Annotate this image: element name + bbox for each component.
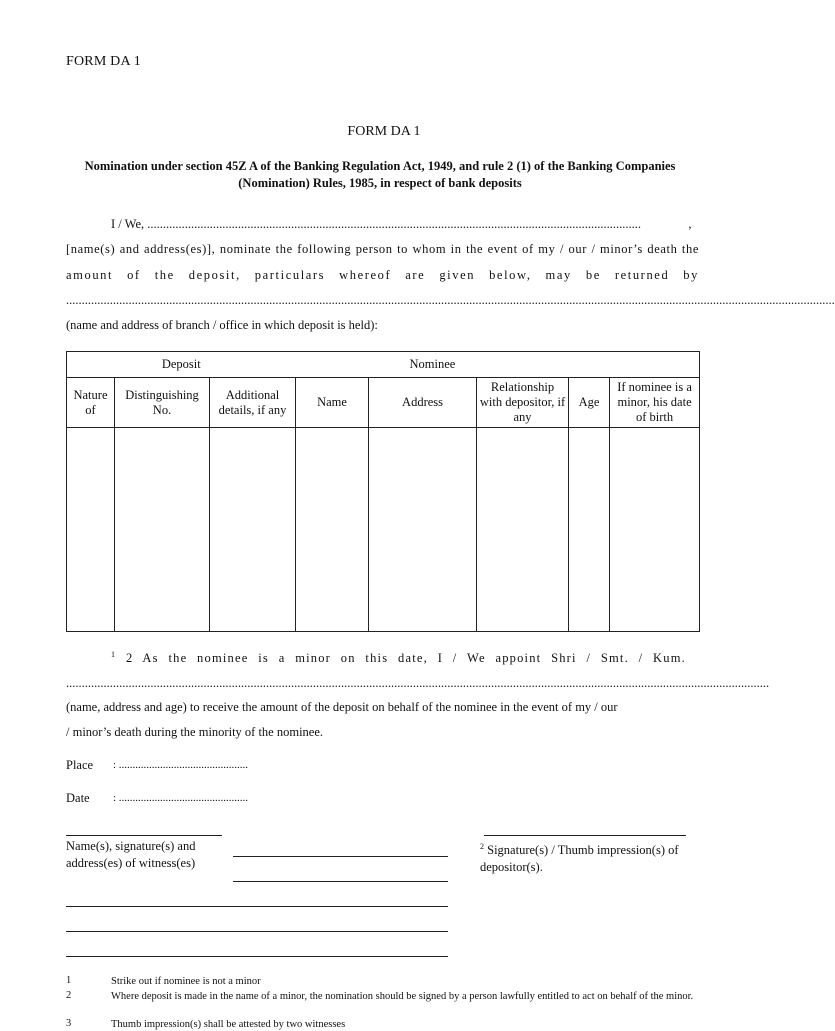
table-cell[interactable] (477, 428, 569, 632)
witness-rule (66, 835, 222, 836)
signature-footnote-ref: 2 (480, 842, 484, 851)
witness-line-2[interactable] (233, 881, 448, 882)
col-header: Relationship with depositor, if any (477, 378, 569, 428)
witness-line-4[interactable] (66, 931, 448, 932)
col-header: Address (369, 378, 477, 428)
footnote-text: Thumb impression(s) shall be attested by two witnesses (111, 1019, 346, 1030)
table-cell[interactable] (67, 428, 115, 632)
para1-line1 (111, 217, 692, 232)
footnote-text: Strike out if nominee is not a minor (111, 976, 261, 987)
col-header: If nominee is a minor, his date of birth (610, 378, 700, 428)
col-header: Nature of (67, 378, 115, 428)
para2-line1 (111, 650, 686, 666)
signature-block (480, 838, 695, 876)
para1-line1-end: , (688, 217, 692, 231)
witness-line-1[interactable] (233, 856, 448, 857)
fill-line-name[interactable]: .............................................................................................................................................................. (147, 217, 642, 231)
para1-line1-start: I / We, (111, 217, 145, 231)
group-deposit: Deposit (67, 352, 296, 378)
footnote-num: 2 (66, 990, 72, 1001)
nomination-table (66, 351, 700, 632)
signature-rule[interactable] (484, 835, 686, 836)
signature-label: Signature(s) / Thumb impression(s) of depositor(s). (480, 843, 679, 875)
footnote-num: 1 (66, 975, 72, 986)
footnote-text: Where deposit is made in the name of a minor, the nomination should be signed by a person lawfully entitled to act on behalf of the minor. (111, 991, 694, 1002)
group-nominee: Nominee (296, 352, 700, 378)
place-label: Place (66, 758, 94, 772)
para2-line4: / minor’s death during the minority of the nominee. (66, 725, 324, 739)
table-cell[interactable] (210, 428, 296, 632)
table-cell[interactable] (296, 428, 369, 632)
date-field[interactable]: : ............................................... (113, 792, 249, 804)
table-cell[interactable] (115, 428, 210, 632)
footnote-ref: 1 (111, 650, 117, 659)
header-label: FORM DA 1 (66, 54, 141, 69)
fill-line-branch[interactable]: ...................................................................................................................................................................................................................................................... (66, 293, 835, 307)
witness-line-3[interactable] (66, 906, 448, 907)
witness-line-5[interactable] (66, 956, 448, 957)
table-cell[interactable] (369, 428, 477, 632)
col-header: Age (569, 378, 610, 428)
table-cell[interactable] (569, 428, 610, 632)
col-header: Distinguishing No. (115, 378, 210, 428)
para2-line3: (name, address and age) to receive the amount of the deposit on behalf of the nominee in the event of my / our (66, 700, 618, 714)
witness-label: Name(s), signature(s) and address(es) of witness(es) (66, 839, 196, 870)
col-header: Additional details, if any (210, 378, 296, 428)
para1-line3: amount of the deposit, particulars whereof are given below, may be returned by (66, 268, 699, 282)
date-label: Date (66, 791, 90, 805)
footnote-num: 3 (66, 1018, 72, 1029)
para2-line1-text: 2 As the nominee is a minor on this date, I / We appoint Shri / Smt. / Kum. (125, 651, 686, 666)
col-header: Name (296, 378, 369, 428)
para1-line2: [name(s) and address(es)], nominate the following person to whom in the event of my / our / minor’s death the (66, 242, 699, 256)
form-subtitle: Nomination under section 45Z A of the Banking Regulation Act, 1949, and rule 2 (1) of the Banking Companies (Nomination) Rules, 1985, in respect of bank deposits (84, 159, 676, 190)
place-field[interactable]: : ............................................... (113, 759, 249, 771)
fill-line-guardian[interactable]: ................................................................................................................................................................................................................................. (66, 676, 770, 690)
para1-line5: (name and address of branch / office in which deposit is held): (66, 318, 378, 332)
form-title: FORM DA 1 (347, 124, 421, 139)
table-cell[interactable] (610, 428, 700, 632)
